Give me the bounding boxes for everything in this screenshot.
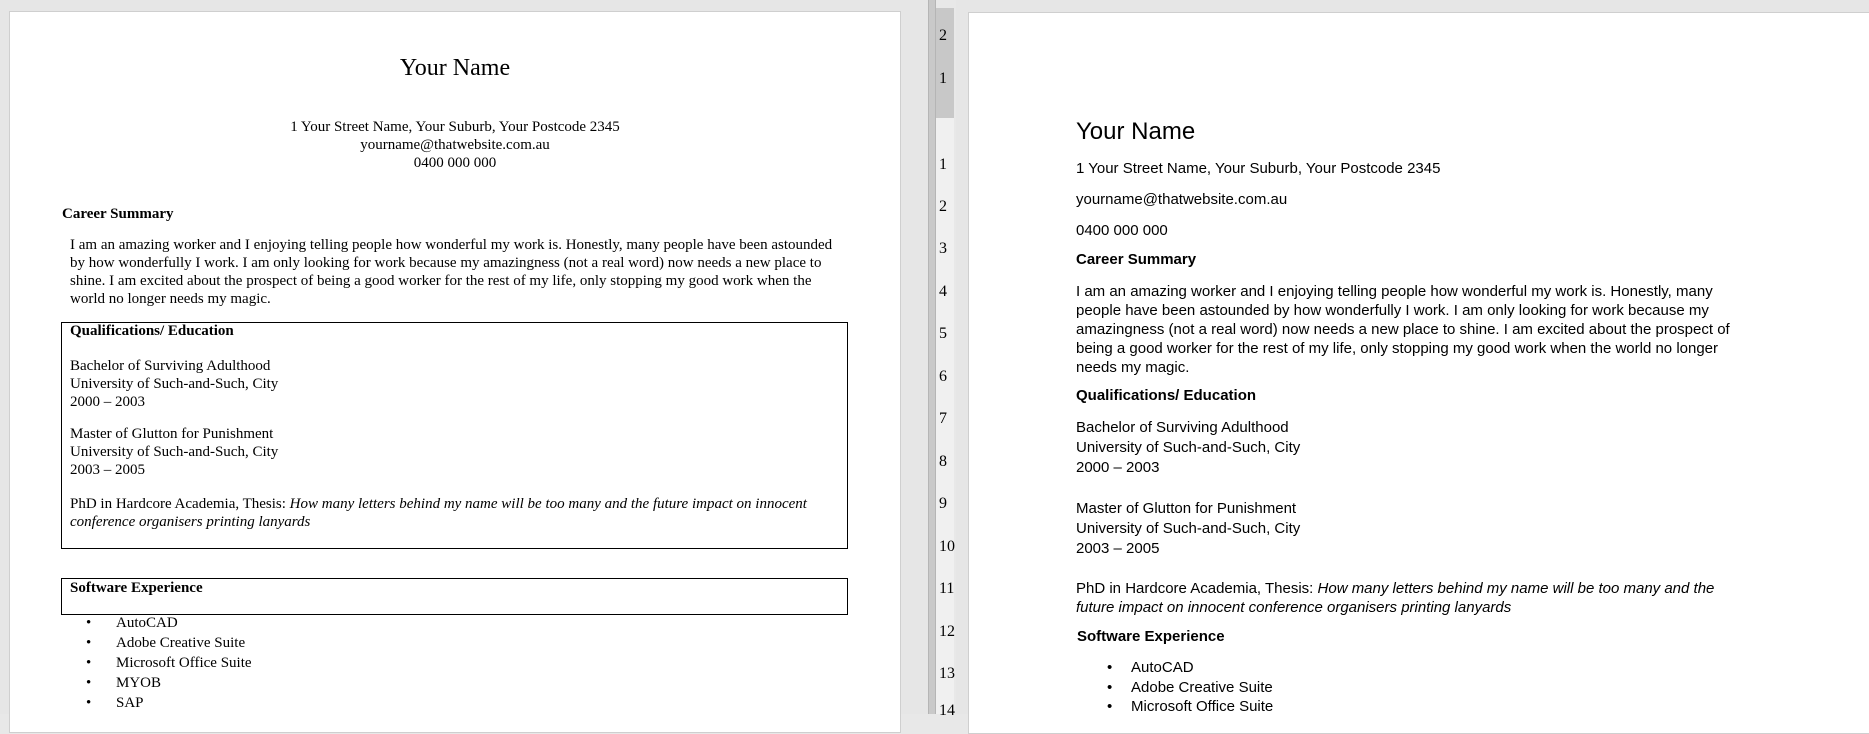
ruler-label: 5 xyxy=(939,325,947,342)
ruler-label: 1 xyxy=(939,156,947,173)
right-qual-degree: Master of Glutton for Punishment xyxy=(1076,500,1297,517)
ruler-label: 10 xyxy=(939,538,955,555)
ruler-label: 13 xyxy=(939,665,955,682)
left-career-line: shine. I am excited about the prospect of being a good worker for the rest of my life, only stopping my good work when the xyxy=(70,273,812,289)
right-career-line: needs my magic. xyxy=(1076,359,1190,376)
vertical-ruler[interactable] xyxy=(936,8,954,714)
left-phd-prefix: PhD in Hardcore Academia, Thesis: xyxy=(70,496,290,512)
left-qual-2 xyxy=(70,425,278,479)
ruler-label: 12 xyxy=(939,623,955,640)
right-email: yourname@thatwebsite.com.au xyxy=(1076,191,1288,208)
list-item: • Microsoft Office Suite xyxy=(1131,697,1273,717)
left-phone: 0400 000 000 xyxy=(413,155,497,171)
right-software-heading: Software Experience xyxy=(1077,628,1225,645)
left-career-line: I am an amazing worker and I enjoying telling people how wonderful my work is. Honestly, many people have been astounded xyxy=(70,237,833,253)
left-career-paragraph xyxy=(70,236,832,308)
right-address: 1 Your Street Name, Your Suburb, Your Postcode 2345 xyxy=(1076,160,1441,177)
list-item: • MYOB xyxy=(78,673,252,693)
left-career-line: world no longer needs my magic. xyxy=(70,291,271,307)
left-qual-university: University of Such-and-Such, City xyxy=(70,376,279,392)
left-email: yourname@thatwebsite.com.au xyxy=(360,137,550,153)
right-qual-years: 2003 – 2005 xyxy=(1076,540,1160,557)
right-phd-title-cont: future impact on innocent conference organisers printing lanyards xyxy=(1076,599,1512,616)
ruler-label: 7 xyxy=(939,410,947,427)
right-software-list xyxy=(1131,658,1273,717)
left-software-heading: Software Experience xyxy=(70,580,203,596)
left-qual-degree: Bachelor of Surviving Adulthood xyxy=(70,358,271,374)
right-qual-years: 2000 – 2003 xyxy=(1076,459,1160,476)
list-item: • Adobe Creative Suite xyxy=(78,633,252,653)
right-phone: 0400 000 000 xyxy=(1076,222,1168,239)
left-software-list xyxy=(78,613,252,713)
right-qual-university: University of Such-and-Such, City xyxy=(1076,520,1301,537)
left-qual-degree: Master of Glutton for Punishment xyxy=(70,426,274,442)
list-item: • AutoCAD xyxy=(78,613,252,633)
list-item: • Microsoft Office Suite xyxy=(78,653,252,673)
ruler-label: 2 xyxy=(939,198,947,215)
left-address: 1 Your Street Name, Your Suburb, Your Postcode 2345 xyxy=(290,119,620,135)
ruler-label: 2 xyxy=(939,27,947,44)
right-phd xyxy=(1076,579,1714,617)
left-contact-block xyxy=(9,118,901,172)
list-item: • Adobe Creative Suite xyxy=(1131,678,1273,698)
ruler-label: 14 xyxy=(939,702,955,719)
right-career-paragraph xyxy=(1076,282,1730,377)
left-phd xyxy=(70,495,807,531)
ruler-label: 9 xyxy=(939,495,947,512)
right-qual-heading: Qualifications/ Education xyxy=(1076,387,1257,404)
left-career-heading: Career Summary xyxy=(62,206,174,222)
left-qual-years: 2000 – 2003 xyxy=(70,394,145,410)
ruler-label: 8 xyxy=(939,453,947,470)
left-phd-title: How many letters behind my name will be too many and the future impact on innocent xyxy=(289,496,807,512)
ruler-label: 11 xyxy=(939,580,955,597)
right-career-line: amazingness (not a real word) now needs a new place to shine. I am excited about the prospect of xyxy=(1076,321,1730,338)
right-qual-1 xyxy=(1076,418,1300,478)
right-career-line: people have been astounded by how wonderfully I work. I am only looking for work because my xyxy=(1076,302,1709,319)
left-qual-1 xyxy=(70,357,278,411)
left-qual-years: 2003 – 2005 xyxy=(70,462,145,478)
ruler-margin-area xyxy=(936,8,954,118)
left-phd-title-cont: conference organisers printing lanyards xyxy=(70,514,311,530)
ruler-label: 3 xyxy=(939,240,947,257)
ruler-label: 1 xyxy=(939,70,947,87)
list-item: • SAP xyxy=(78,693,252,713)
right-qual-2 xyxy=(1076,499,1300,559)
right-career-heading: Career Summary xyxy=(1076,251,1197,268)
ruler-label: 4 xyxy=(939,283,947,300)
left-qual-university: University of Such-and-Such, City xyxy=(70,444,279,460)
right-career-line: being a good worker for the rest of my life, only stopping my good work when the world no longer xyxy=(1076,340,1719,357)
left-career-line: by how wonderfully I work. I am only looking for work because my amazingness (not a real word) now needs a new place to xyxy=(70,255,822,271)
left-name-heading: Your Name xyxy=(399,55,511,81)
right-career-line: I am an amazing worker and I enjoying telling people how wonderful my work is. Honestly, many xyxy=(1076,283,1713,300)
left-qual-heading: Qualifications/ Education xyxy=(70,323,234,339)
right-phd-title: How many letters behind my name will be too many and the xyxy=(1317,580,1715,597)
right-phd-prefix: PhD in Hardcore Academia, Thesis: xyxy=(1076,580,1318,597)
ruler-label: 6 xyxy=(939,368,947,385)
right-name-heading: Your Name xyxy=(1076,118,1196,145)
split-divider[interactable] xyxy=(928,0,936,714)
right-qual-degree: Bachelor of Surviving Adulthood xyxy=(1076,419,1289,436)
right-qual-university: University of Such-and-Such, City xyxy=(1076,439,1301,456)
list-item: • AutoCAD xyxy=(1131,658,1273,678)
